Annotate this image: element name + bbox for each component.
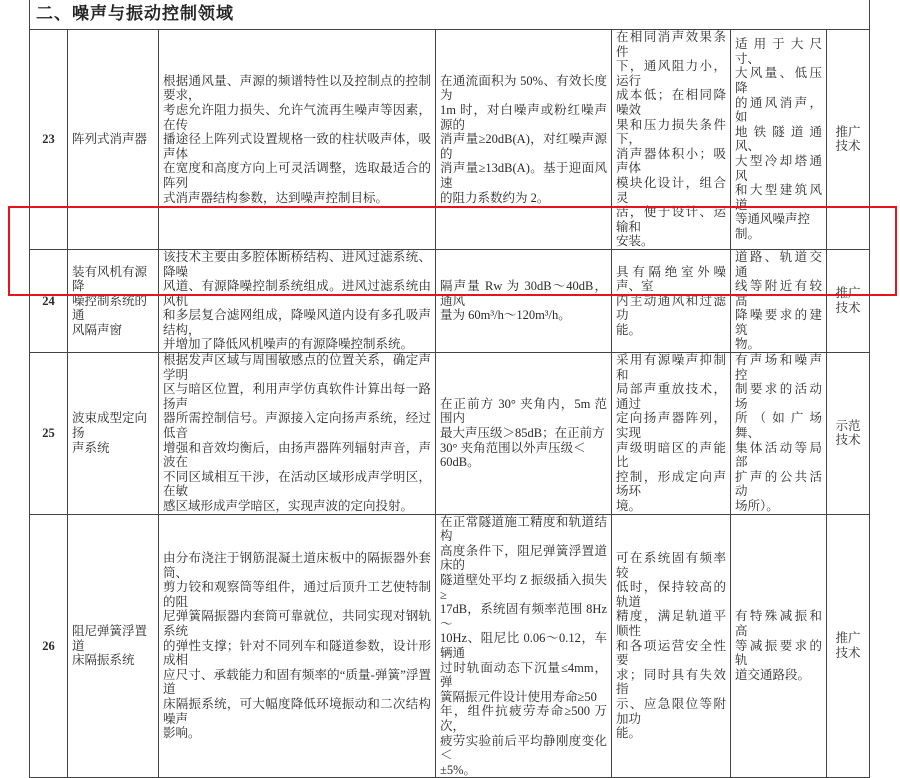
tech-description: 根据通风量、声源的频谱特性以及控制点的控制要求， 考虑允许阻力损失、允许气流再生噪声等因素，在传 播途径上阵列式设置规格一致的柱状吸声体，吸声体 在宽度和高度方向上可灵活调整，选取最适合的阵列 式消声器结构参数，达到噪声控制目标。 bbox=[159, 30, 436, 250]
tech-advantages: 在相同消声效果条件 下，通风阻力小，运行 成本低；在相同降噪效 果和压力损失条件下， 消声器体积小；吸声体 模块化设计，组合灵 活，便于设计、运输和 安装。 bbox=[612, 30, 731, 250]
table-row bbox=[30, 30, 870, 250]
table-row bbox=[30, 249, 870, 352]
application-scope: 适用于大尺寸、 大风量、低压降 的通风消声，如 地铁隧道通风、 大型冷却塔通风 和大型建筑风道 等通风噪声控 制。 bbox=[731, 30, 827, 250]
tech-category: 示范 技术 bbox=[827, 353, 870, 515]
application-scope: 有特殊减振和高 等减振要求的轨 道交通路段。 bbox=[731, 514, 827, 778]
tech-category: 推广 技术 bbox=[827, 30, 870, 250]
application-scope: 道路、轨道交通 线等附近有较高 降噪要求的建筑 物。 bbox=[731, 249, 827, 352]
tech-description: 根据发声区域与周围敏感点的位置关系，确定声学明 区与暗区位置，利用声学仿真软件计算出每一路扬声 器所需控制信号。声源接入定向扬声系统，经过低音 增强和音效均衡后，由扬声器阵列辐射声音，声波在 不同区域相互干涉，在活动区域形成声学明区，在敏 感区域形成声学暗区，实现声波的定向投射。 bbox=[159, 353, 436, 515]
table-row bbox=[30, 514, 870, 778]
tech-description: 该技术主要由多腔体断桥结构、进风过滤系统、降噪 风道、有源降噪控制系统组成。进风过滤系统由风机 和多层复合滤网组成，降噪风道内设有多孔吸声结构， 并增加了降低风机噪声的有源降噪控制系统。 bbox=[159, 249, 436, 352]
tech-advantages: 可在系统固有频率较 低时，保持较高的轨道 精度，满足轨道平顺性 和各项运营安全性要 求；同时具有失效指 示、应急限位等附加功 能。 bbox=[612, 514, 731, 778]
tech-advantages: 采用有源噪声抑制和 局部声重放技术，通过 定向扬声器阵列，实现 声级明暗区的声能比 控制，形成定向声场环 境。 bbox=[612, 353, 731, 515]
tech-name: 阵列式消声器 bbox=[68, 30, 159, 250]
tech-name: 阻尼弹簧浮置道 床隔振系统 bbox=[68, 514, 159, 778]
row-number: 26 bbox=[30, 514, 68, 778]
application-scope: 有声场和噪声控 制要求的活动场 所（如广场舞、 集体活动等局部 扩声的公共活动 场所）。 bbox=[731, 353, 827, 515]
row-number: 25 bbox=[30, 353, 68, 515]
tech-name: 装有风机有源降 噪控制系统的通 风隔声窗 bbox=[68, 249, 159, 352]
tech-indicators: 隔声量 Rw 为 30dB～40dB，通风 量为 60m³/h～120m³/h。 bbox=[436, 249, 612, 352]
tech-advantages: 具有隔绝室外噪声、室 内主动通风和过滤功 能。 bbox=[612, 249, 731, 352]
tech-indicators: 在正常隧道施工精度和轨道结构 高度条件下，阻尼弹簧浮置道床的 隧道壁处平均 Z 振级插入损失≥ 17dB，系统固有频率范围 8Hz～ 10Hz、阻尼比 0.06～0.12，车辆通 过时轨面动态下沉量≤4mm，弹 簧隔振元件设计使用寿命≥50 年，组件抗疲劳寿命≥500 万次， 疲劳实验前后平均静刚度变化＜ ±5%。 bbox=[436, 514, 612, 778]
section-title: 二、噪声与振动控制领域 bbox=[30, 0, 870, 30]
table-row-highlighted bbox=[30, 353, 870, 515]
tech-name: 波束成型定向扬 声系统 bbox=[68, 353, 159, 515]
tech-indicators: 在通流面积为 50%、有效长度为 1m 时，对白噪声或粉红噪声源的 消声量≥20dB(A)，对红噪声源的 消声量≥13dB(A)。基于迎面风速 的阻力系数约为 2。 bbox=[436, 30, 612, 250]
tech-category: 推广 技术 bbox=[827, 249, 870, 352]
row-number: 23 bbox=[30, 30, 68, 250]
row-number: 24 bbox=[30, 249, 68, 352]
tech-description: 由分布浇注于钢筋混凝土道床板中的隔振器外套筒、 剪力铰和观察筒等组件，通过后顶升工艺使特制的阻 尼弹簧隔振器内套筒可靠就位，共同实现对钢轨系统 的弹性支撑；针对不同列车和隧道参数，设计形成相 应尺寸、承载能力和固有频率的“质量-弹簧”浮置道 床隔振系统，可大幅度降低环境振动和二次结构噪声 影响。 bbox=[159, 514, 436, 778]
tech-category: 推广 技术 bbox=[827, 514, 870, 778]
technology-table bbox=[29, 0, 870, 778]
section-header-row bbox=[30, 0, 870, 30]
tech-indicators: 在正前方 30° 夹角内，5m 范围内 最大声压级＞85dB；在正前方 30° 夹角范围以外声压级＜ 60dB。 bbox=[436, 353, 612, 515]
